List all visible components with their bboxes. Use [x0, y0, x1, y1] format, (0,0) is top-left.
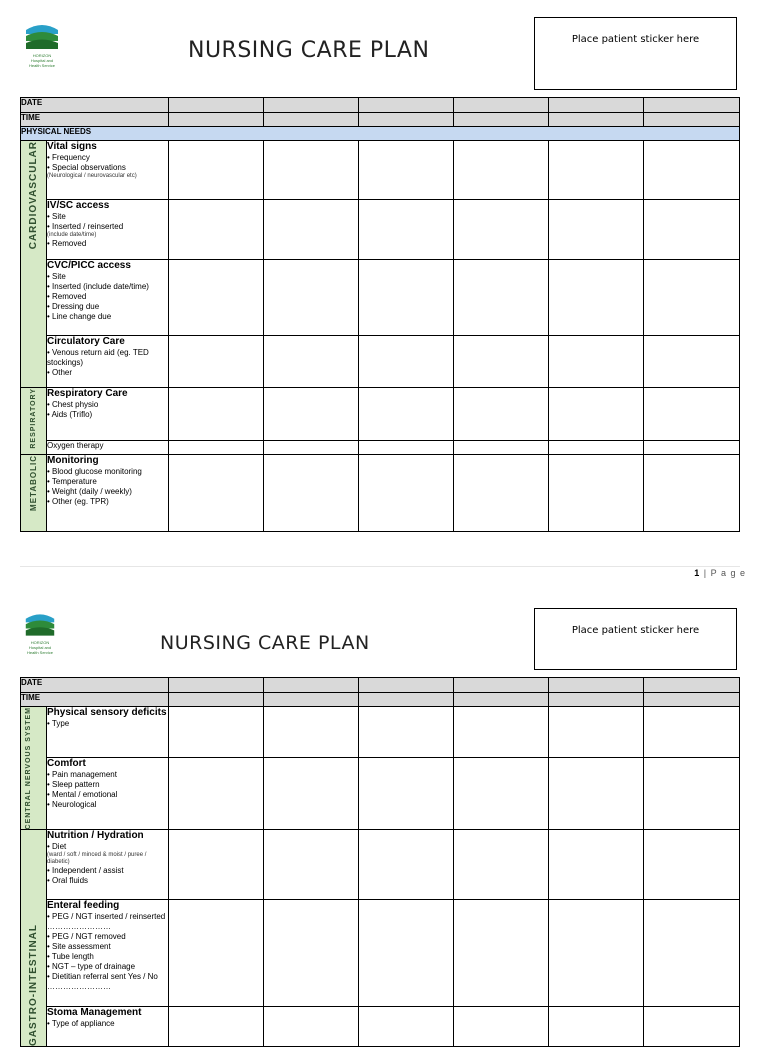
- group-central-nervous-system: [21, 707, 47, 830]
- horizon-logo: [24, 22, 60, 68]
- group-cardiovascular: [21, 141, 47, 388]
- group-gastro-intestinal: [21, 830, 47, 1047]
- time-cell[interactable]: [549, 113, 644, 127]
- entry-cell[interactable]: [644, 388, 740, 441]
- row-title: Comfort: [47, 758, 86, 770]
- patient-sticker-label: Place patient sticker here: [571, 34, 700, 45]
- page-number-value: 1: [694, 568, 701, 578]
- entry-cell[interactable]: [454, 758, 549, 830]
- entry-cell[interactable]: [644, 200, 740, 260]
- entry-cell[interactable]: [169, 1007, 264, 1047]
- date-cell[interactable]: [359, 678, 454, 693]
- row-item: • Frequency: [47, 153, 90, 162]
- entry-cell[interactable]: [549, 441, 644, 455]
- logo-text-horizon: HORIZON: [30, 640, 50, 645]
- page-divider: [20, 566, 740, 567]
- entry-cell[interactable]: [264, 441, 359, 455]
- time-cell[interactable]: [359, 113, 454, 127]
- page-number: [694, 568, 746, 578]
- entry-cell[interactable]: [264, 388, 359, 441]
- row-item: • Oral fluids: [47, 876, 89, 886]
- entry-cell[interactable]: [454, 830, 549, 900]
- row-note: (ward / soft / minced & moist / puree / diabetic): [47, 852, 147, 866]
- entry-cell[interactable]: [644, 260, 740, 336]
- entry-cell[interactable]: [264, 336, 359, 388]
- row-oxygen-therapy: [47, 441, 169, 455]
- time-cell[interactable]: [264, 113, 359, 127]
- row-item: • Neurological: [47, 800, 97, 810]
- time-cell[interactable]: [169, 113, 264, 127]
- row-item: • Site: [47, 272, 66, 281]
- time-cell[interactable]: [454, 113, 549, 127]
- time-cell[interactable]: [454, 693, 549, 707]
- entry-cell[interactable]: [359, 758, 454, 830]
- entry-cell[interactable]: [549, 336, 644, 388]
- patient-sticker-box: [534, 608, 737, 670]
- row-item: • Type of appliance: [47, 1019, 115, 1029]
- entry-cell[interactable]: [264, 758, 359, 830]
- time-row-label: TIME: [21, 693, 169, 707]
- care-plan-table-page1: [20, 97, 740, 532]
- entry-cell[interactable]: [169, 141, 264, 200]
- entry-cell[interactable]: [549, 830, 644, 900]
- group-label-cardiovascular: CARDIOVASCULAR: [27, 141, 39, 250]
- row-item: • Other: [47, 368, 73, 377]
- entry-cell[interactable]: [454, 1007, 549, 1047]
- logo-text-line2: Hospital and: [30, 58, 54, 63]
- row-item: • Aids (Triflo): [47, 410, 93, 419]
- horizon-logo-icon: [24, 22, 60, 52]
- row-item: • Site: [47, 212, 66, 221]
- entry-cell[interactable]: [454, 260, 549, 336]
- row-title: Vital signs: [47, 141, 97, 152]
- entry-cell[interactable]: [169, 830, 264, 900]
- date-cell[interactable]: [264, 98, 359, 113]
- entry-cell[interactable]: [549, 900, 644, 1007]
- row-item: • Chest physio: [47, 400, 99, 409]
- row-title: Nutrition / Hydration: [47, 830, 144, 842]
- group-respiratory: [21, 388, 47, 455]
- date-cell[interactable]: [169, 678, 264, 693]
- entry-cell[interactable]: [454, 441, 549, 455]
- time-cell[interactable]: [549, 693, 644, 707]
- entry-cell[interactable]: [264, 830, 359, 900]
- entry-cell[interactable]: [644, 830, 740, 900]
- entry-cell[interactable]: [454, 455, 549, 532]
- row-vital-signs: [47, 141, 169, 200]
- entry-cell[interactable]: [169, 900, 264, 1007]
- entry-cell[interactable]: [359, 388, 454, 441]
- entry-cell[interactable]: [644, 441, 740, 455]
- entry-cell[interactable]: [359, 141, 454, 200]
- row-item: • Dietitian referral sent Yes / No ……………………: [47, 972, 158, 992]
- entry-cell[interactable]: [169, 441, 264, 455]
- logo-text-line3: Health Service: [26, 650, 53, 655]
- entry-cell[interactable]: [644, 900, 740, 1007]
- row-note: (Neurological / neurovascular etc): [47, 173, 137, 179]
- row-item: • Inserted (include date/time): [47, 282, 149, 291]
- entry-cell[interactable]: [359, 336, 454, 388]
- entry-cell[interactable]: [359, 441, 454, 455]
- row-circulatory-care: [47, 336, 169, 388]
- row-enteral-feeding: [47, 900, 169, 1007]
- row-item: • NGT – type of drainage: [47, 962, 136, 972]
- row-comfort: [47, 758, 169, 830]
- horizon-logo-icon: [24, 611, 56, 639]
- date-cell[interactable]: [549, 98, 644, 113]
- time-row-label: TIME: [21, 113, 169, 127]
- entry-cell[interactable]: [359, 830, 454, 900]
- patient-sticker-label: Place patient sticker here: [571, 625, 700, 636]
- time-cell[interactable]: [169, 693, 264, 707]
- row-respiratory-care: [47, 388, 169, 441]
- date-cell[interactable]: [454, 98, 549, 113]
- entry-cell[interactable]: [169, 336, 264, 388]
- row-item: • Dressing due: [47, 302, 100, 311]
- entry-cell[interactable]: [644, 455, 740, 532]
- row-iv-sc-access: [47, 200, 169, 260]
- row-item: • Blood glucose monitoring: [47, 467, 142, 476]
- time-cell[interactable]: [359, 693, 454, 707]
- row-stoma-management: [47, 1007, 169, 1047]
- entry-cell[interactable]: [169, 455, 264, 532]
- row-item: • Tube length: [47, 952, 94, 962]
- section-physical-needs: PHYSICAL NEEDS: [21, 127, 740, 141]
- entry-cell[interactable]: [644, 336, 740, 388]
- entry-cell[interactable]: [644, 141, 740, 200]
- row-item: • Mental / emotional: [47, 790, 118, 800]
- row-item: • Sleep pattern: [47, 780, 100, 790]
- date-cell[interactable]: [169, 98, 264, 113]
- row-title: Enteral feeding: [47, 900, 120, 912]
- date-cell[interactable]: [359, 98, 454, 113]
- group-label-gastro-intestinal: GASTRO-INTESTINAL: [27, 924, 39, 1047]
- logo-text-line2: Hospital and: [28, 645, 52, 650]
- entry-cell[interactable]: [454, 900, 549, 1007]
- row-item: Oxygen therapy: [47, 441, 104, 450]
- entry-cell[interactable]: [169, 200, 264, 260]
- row-item: • Special observations: [47, 163, 126, 172]
- entry-cell[interactable]: [454, 336, 549, 388]
- entry-cell[interactable]: [454, 200, 549, 260]
- entry-cell[interactable]: [169, 707, 264, 758]
- row-monitoring: [47, 455, 169, 532]
- row-title: Monitoring: [47, 455, 99, 466]
- entry-cell[interactable]: [549, 388, 644, 441]
- row-title: CVC/PICC access: [47, 260, 131, 271]
- entry-cell[interactable]: [264, 707, 359, 758]
- date-row-label: DATE: [21, 98, 169, 113]
- date-cell[interactable]: [454, 678, 549, 693]
- row-item: • Weight (daily / weekly): [47, 487, 132, 496]
- entry-cell[interactable]: [644, 1007, 740, 1047]
- entry-cell[interactable]: [454, 707, 549, 758]
- group-label-respiratory: RESPIRATORY: [29, 388, 37, 449]
- entry-cell[interactable]: [359, 260, 454, 336]
- entry-cell[interactable]: [264, 900, 359, 1007]
- row-item: • Temperature: [47, 477, 97, 486]
- entry-cell[interactable]: [359, 455, 454, 532]
- entry-cell[interactable]: [264, 200, 359, 260]
- row-item: • Site assessment: [47, 942, 111, 952]
- entry-cell[interactable]: [264, 141, 359, 200]
- entry-cell[interactable]: [264, 455, 359, 532]
- row-title: Circulatory Care: [47, 336, 125, 347]
- row-title: Respiratory Care: [47, 388, 128, 399]
- row-item: • Type: [47, 719, 70, 728]
- group-label-metabolic: METABOLIC: [28, 455, 38, 511]
- time-cell[interactable]: [644, 693, 740, 707]
- entry-cell[interactable]: [359, 1007, 454, 1047]
- row-item: • PEG / NGT removed: [47, 932, 126, 942]
- row-note: (include date/time): [47, 232, 97, 238]
- time-cell[interactable]: [264, 693, 359, 707]
- date-row-label: DATE: [21, 678, 169, 693]
- entry-cell[interactable]: [454, 388, 549, 441]
- entry-cell[interactable]: [264, 260, 359, 336]
- entry-cell[interactable]: [454, 141, 549, 200]
- entry-cell[interactable]: [549, 455, 644, 532]
- entry-cell[interactable]: [644, 758, 740, 830]
- page-title: NURSING CARE PLAN: [188, 38, 430, 63]
- group-label-cns: CENTRAL NERVOUS SYSTEM: [24, 707, 32, 830]
- page-title: NURSING CARE PLAN: [160, 632, 370, 654]
- logo-text-line3: Health Service: [28, 63, 55, 68]
- row-item: • Line change due: [47, 312, 112, 321]
- row-title: Physical sensory deficits: [47, 707, 167, 718]
- entry-cell[interactable]: [549, 707, 644, 758]
- entry-cell[interactable]: [359, 900, 454, 1007]
- date-cell[interactable]: [644, 678, 740, 693]
- entry-cell[interactable]: [644, 707, 740, 758]
- entry-cell[interactable]: [549, 758, 644, 830]
- entry-cell[interactable]: [549, 260, 644, 336]
- patient-sticker-box: [534, 17, 737, 90]
- row-title: Stoma Management: [47, 1007, 142, 1019]
- entry-cell[interactable]: [359, 200, 454, 260]
- entry-cell[interactable]: [169, 758, 264, 830]
- entry-cell[interactable]: [264, 1007, 359, 1047]
- row-item: • Pain management: [47, 770, 117, 780]
- group-metabolic: [21, 455, 47, 532]
- row-item: • Removed: [47, 292, 87, 301]
- row-item: • PEG / NGT inserted / reinserted ……………………: [47, 912, 166, 932]
- row-nutrition-hydration: [47, 830, 169, 900]
- row-title: IV/SC access: [47, 200, 110, 211]
- row-item: • Venous return aid (eg. TED stockings): [47, 348, 149, 367]
- horizon-logo: [24, 611, 56, 655]
- logo-text-horizon: HORIZON: [32, 53, 52, 58]
- care-plan-table-page2: [20, 677, 740, 1047]
- date-cell[interactable]: [264, 678, 359, 693]
- entry-cell[interactable]: [359, 707, 454, 758]
- row-physical-sensory-deficits: [47, 707, 169, 758]
- row-item: • Other (eg. TPR): [47, 497, 109, 506]
- entry-cell[interactable]: [549, 200, 644, 260]
- row-item: • Removed: [47, 239, 87, 248]
- entry-cell[interactable]: [169, 388, 264, 441]
- entry-cell[interactable]: [549, 141, 644, 200]
- date-cell[interactable]: [549, 678, 644, 693]
- date-cell[interactable]: [644, 98, 740, 113]
- entry-cell[interactable]: [169, 260, 264, 336]
- row-item: • Independent / assist: [47, 866, 124, 876]
- time-cell[interactable]: [644, 113, 740, 127]
- entry-cell[interactable]: [549, 1007, 644, 1047]
- page-number-word: | P a g e: [703, 568, 746, 578]
- row-item: • Inserted / reinserted: [47, 222, 124, 231]
- row-item: • Diet: [47, 842, 67, 852]
- row-cvc-picc-access: [47, 260, 169, 336]
